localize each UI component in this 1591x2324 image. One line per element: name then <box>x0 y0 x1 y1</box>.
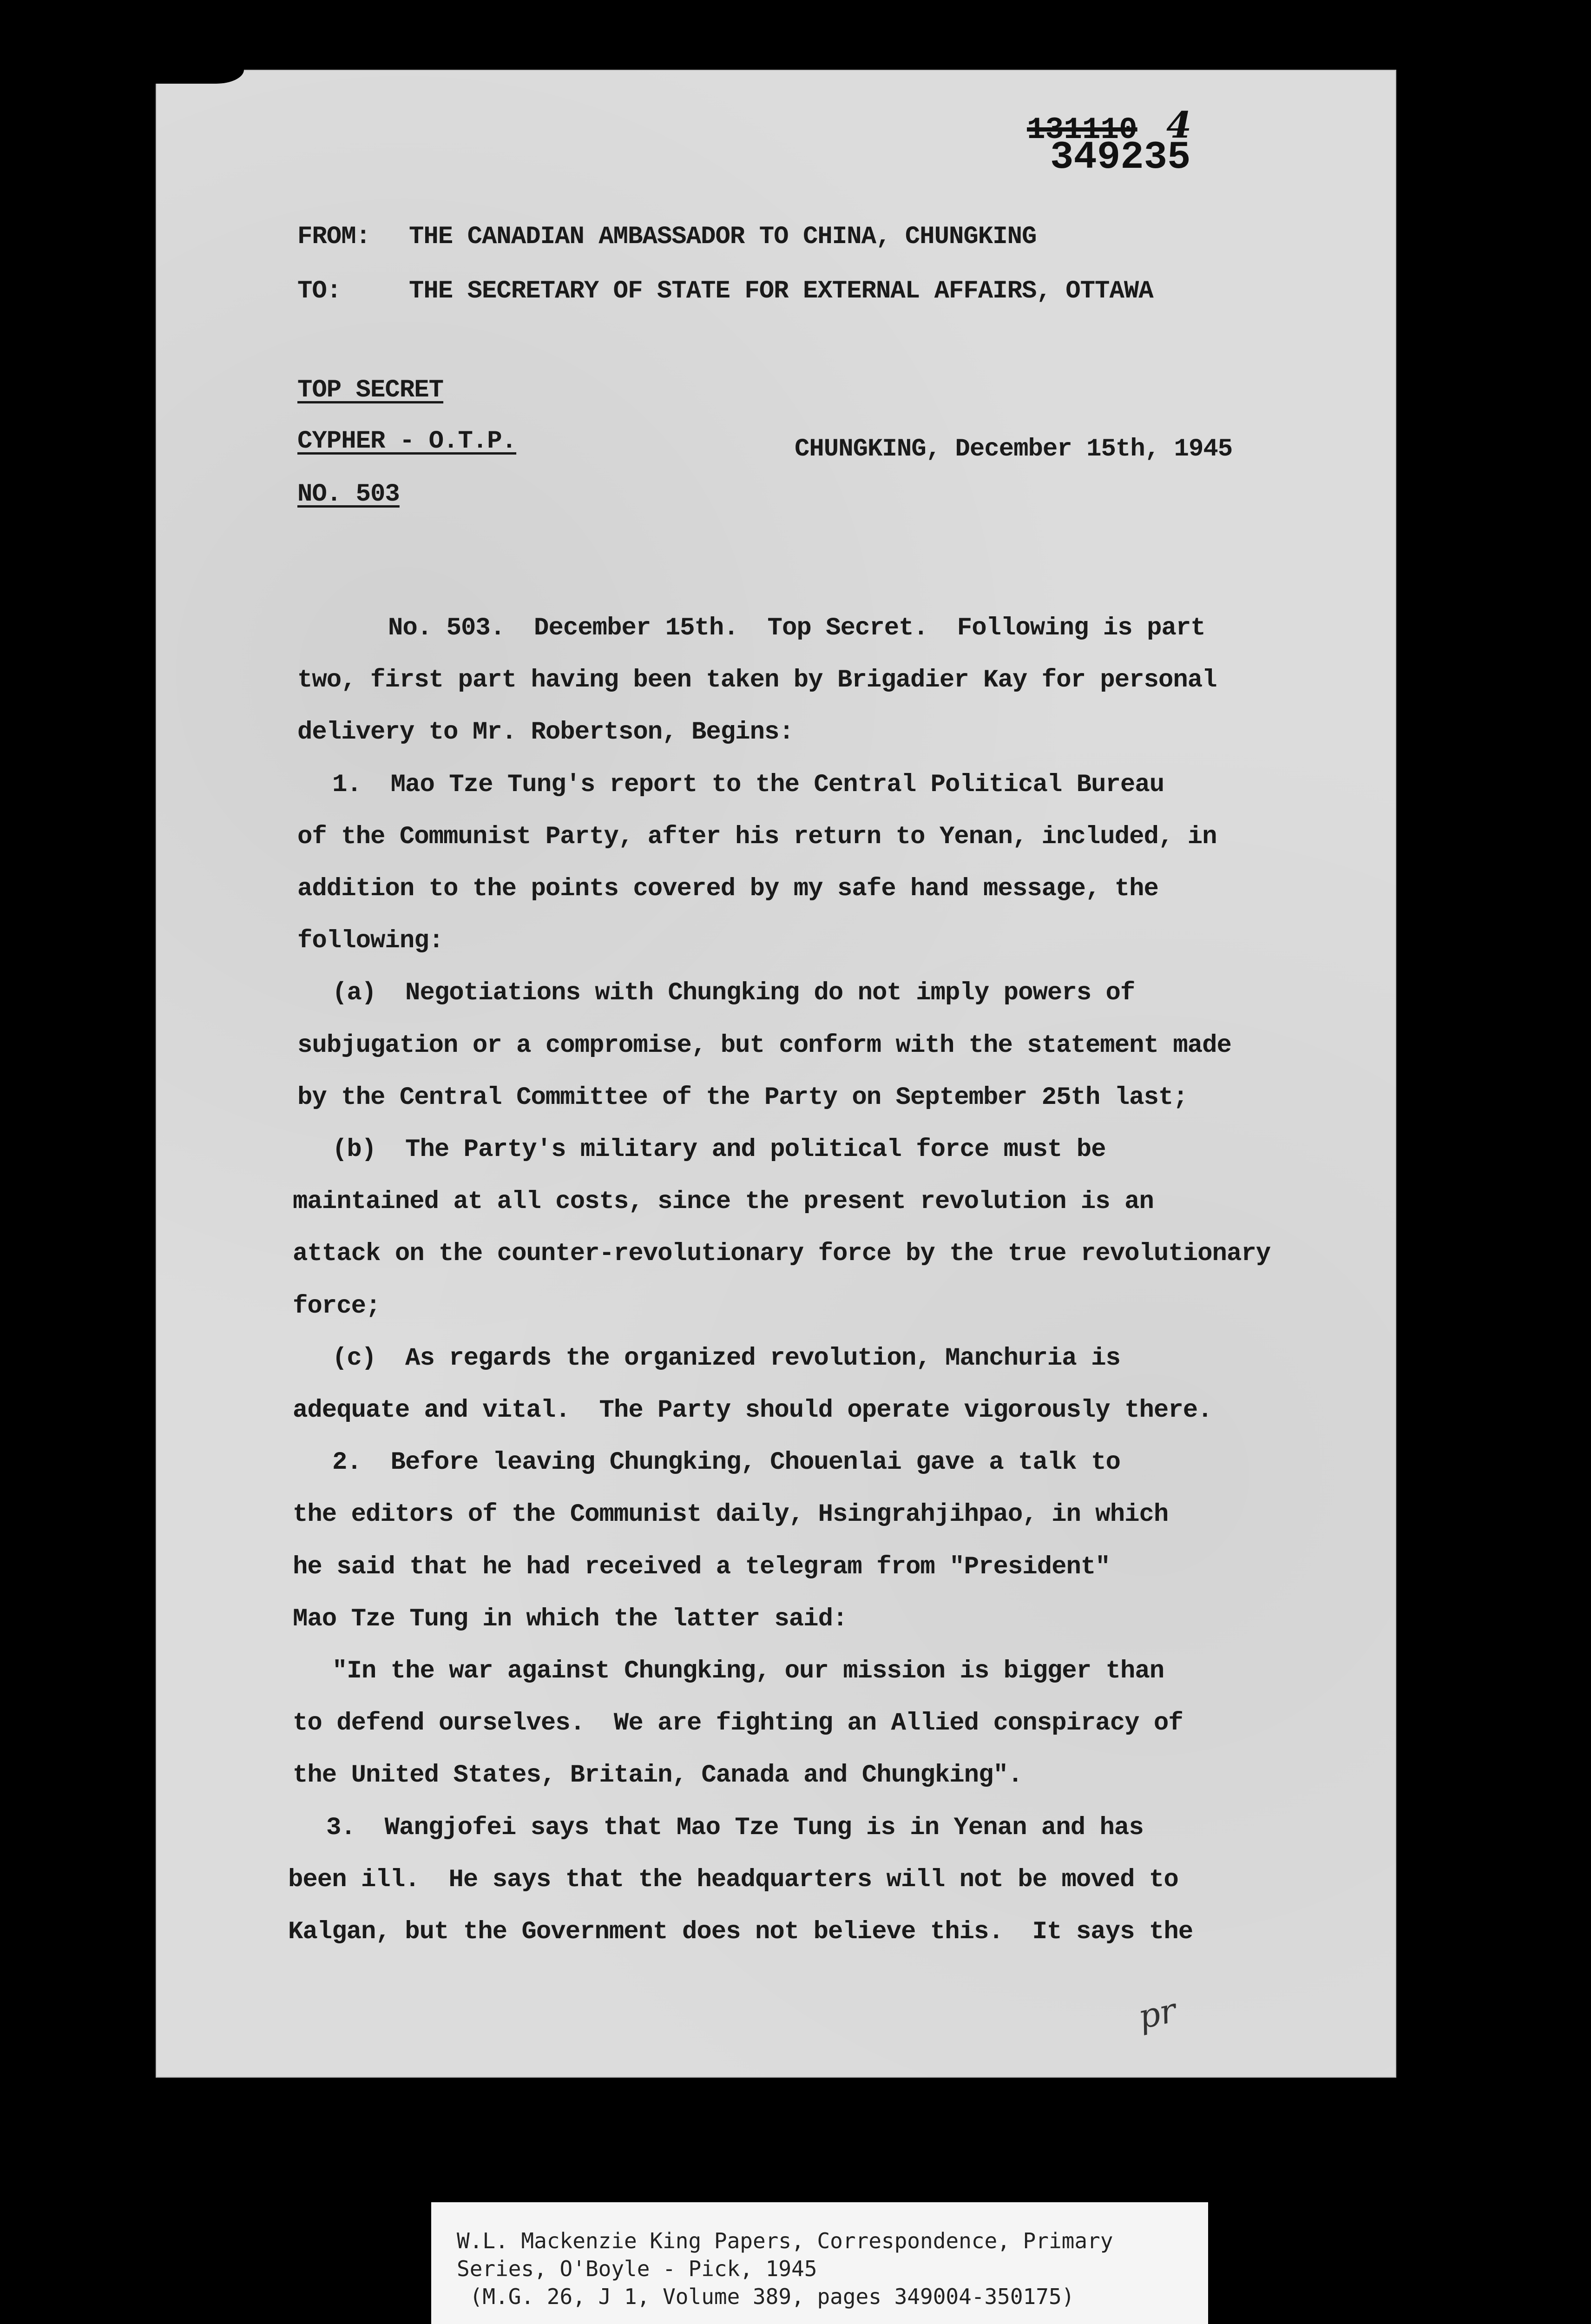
body-line: addition to the points covered by my safe hand message, the <box>297 875 1158 903</box>
stamped-document-number: 349235 <box>1050 136 1191 180</box>
body-line: (a) Negotiations with Chungking do not imply powers of <box>259 979 1135 1007</box>
body-line: two, first part having been taken by Brigadier Kay for personal <box>297 666 1217 694</box>
to-label: TO: <box>297 277 342 305</box>
torn-corner <box>156 65 244 84</box>
body-line: to defend ourselves. We are fighting an Allied conspiracy of <box>293 1709 1183 1737</box>
citation-line: W.L. Mackenzie King Papers, Correspondence, Primary <box>457 2228 1113 2253</box>
to-text: THE SECRETARY OF STATE FOR EXTERNAL AFFAIRS, OTTAWA <box>409 277 1153 305</box>
citation-line: Series, O'Boyle - Pick, 1945 <box>457 2256 817 2281</box>
body-line: of the Communist Party, after his return to Yenan, included, in <box>297 823 1217 851</box>
body-line: the United States, Britain, Canada and Chungking". <box>293 1761 1023 1789</box>
body-line: (c) As regards the organized revolution, Manchuria is <box>259 1344 1120 1373</box>
body-line: been ill. He says that the headquarters will not be moved to <box>288 1866 1178 1894</box>
handwritten-digit: 4 <box>1166 104 1192 146</box>
place-date: CHUNGKING, December 15th, 1945 <box>795 435 1233 463</box>
body-line: 3. Wangjofei says that Mao Tze Tung is in Yenan and has <box>253 1814 1144 1842</box>
body-line: Mao Tze Tung in which the latter said: <box>293 1605 848 1633</box>
body-line: "In the war against Chungking, our mission is bigger than <box>259 1657 1164 1685</box>
body-line: attack on the counter-revolutionary force by the true revolutionary <box>293 1240 1271 1268</box>
from-text: THE CANADIAN AMBASSADOR TO CHINA, CHUNGKING <box>409 223 1037 251</box>
body-line: he said that he had received a telegram from "President" <box>293 1553 1110 1581</box>
body-line: subjugation or a compromise, but conform with the statement made <box>297 1031 1231 1060</box>
body-line: 2. Before leaving Chungking, Chouenlai gave a talk to <box>259 1448 1120 1477</box>
body-line: by the Central Committee of the Party on September 25th last; <box>297 1083 1188 1112</box>
body-line: the editors of the Communist daily, Hsingrahjihpao, in which <box>293 1500 1169 1529</box>
from-label: FROM: <box>297 223 371 251</box>
classification: TOP SECRET <box>297 376 444 404</box>
body-line: maintained at all costs, since the present revolution is an <box>293 1188 1154 1216</box>
handwritten-initials: pr <box>1135 1990 1180 2037</box>
struck-document-number: 131110 <box>1027 112 1137 147</box>
citation-label <box>431 2202 1208 2324</box>
cypher-line: CYPHER - O.T.P. <box>297 427 517 456</box>
body-line: force; <box>293 1292 381 1320</box>
body-line: delivery to Mr. Robertson, Begins: <box>297 718 794 746</box>
body-line: Kalgan, but the Government does not believe this. It says the <box>288 1918 1193 1946</box>
body-line: 1. Mao Tze Tung's report to the Central Political Bureau <box>259 771 1164 799</box>
citation-line: (M.G. 26, J 1, Volume 389, pages 349004-350175) <box>457 2284 1075 2309</box>
body-line: adequate and vital. The Party should operate vigorously there. <box>293 1396 1212 1425</box>
body-line: following: <box>297 927 444 955</box>
body-line: No. 503. December 15th. Top Secret. Following is part <box>388 614 1205 642</box>
message-number: NO. 503 <box>297 480 400 508</box>
body-line: (b) The Party's military and political force must be <box>259 1136 1106 1164</box>
